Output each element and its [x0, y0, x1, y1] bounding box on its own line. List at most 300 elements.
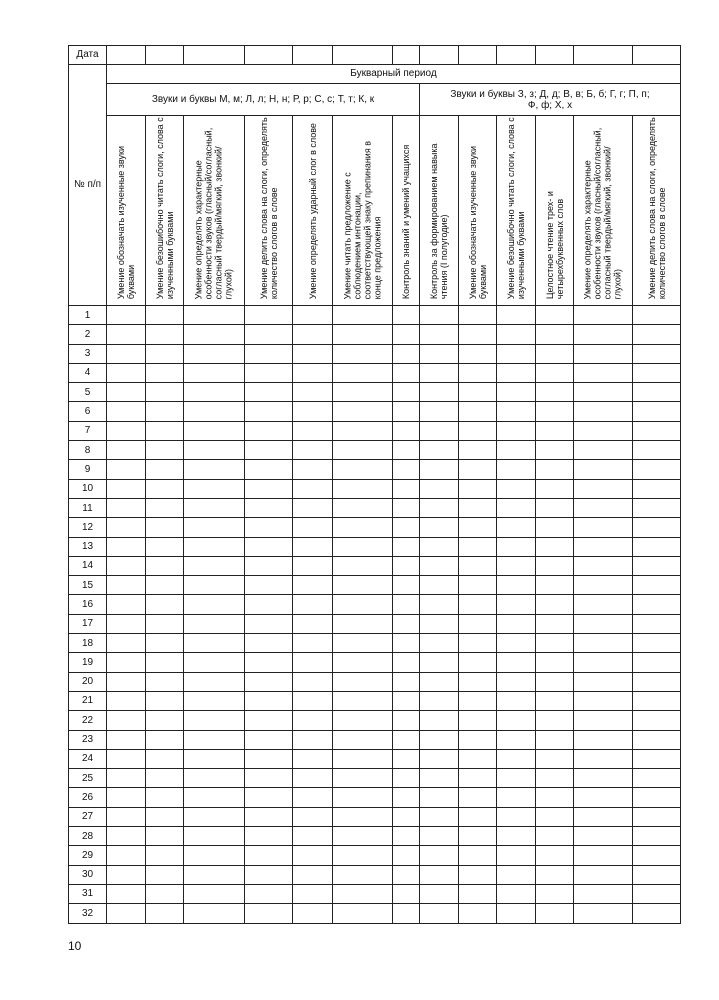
grade-cell[interactable]	[459, 884, 497, 903]
grade-cell[interactable]	[633, 672, 681, 691]
grade-cell[interactable]	[497, 614, 536, 633]
grade-cell[interactable]	[333, 730, 393, 749]
grade-cell[interactable]	[497, 556, 536, 575]
grade-cell[interactable]	[245, 749, 293, 768]
grade-cell[interactable]	[497, 421, 536, 440]
grade-cell[interactable]	[633, 807, 681, 826]
grade-cell[interactable]	[333, 556, 393, 575]
grade-cell[interactable]	[107, 556, 146, 575]
grade-cell[interactable]	[245, 884, 293, 903]
grade-cell[interactable]	[107, 537, 146, 556]
date-cell[interactable]	[393, 46, 420, 65]
grade-cell[interactable]	[146, 306, 184, 325]
grade-cell[interactable]	[107, 479, 146, 498]
grade-cell[interactable]	[633, 421, 681, 440]
grade-cell[interactable]	[393, 537, 420, 556]
grade-cell[interactable]	[107, 904, 146, 923]
grade-cell[interactable]	[393, 904, 420, 923]
grade-cell[interactable]	[184, 769, 245, 788]
grade-cell[interactable]	[497, 402, 536, 421]
grade-cell[interactable]	[420, 614, 459, 633]
grade-cell[interactable]	[420, 691, 459, 710]
grade-cell[interactable]	[184, 344, 245, 363]
grade-cell[interactable]	[333, 595, 393, 614]
grade-cell[interactable]	[497, 672, 536, 691]
grade-cell[interactable]	[146, 537, 184, 556]
grade-cell[interactable]	[146, 827, 184, 846]
grade-cell[interactable]	[146, 807, 184, 826]
grade-cell[interactable]	[633, 846, 681, 865]
grade-cell[interactable]	[146, 556, 184, 575]
grade-cell[interactable]	[107, 672, 146, 691]
grade-cell[interactable]	[245, 498, 293, 517]
grade-cell[interactable]	[146, 518, 184, 537]
grade-cell[interactable]	[536, 576, 574, 595]
grade-cell[interactable]	[459, 827, 497, 846]
grade-cell[interactable]	[420, 788, 459, 807]
grade-cell[interactable]	[393, 769, 420, 788]
grade-cell[interactable]	[293, 363, 333, 382]
grade-cell[interactable]	[420, 441, 459, 460]
grade-cell[interactable]	[497, 634, 536, 653]
grade-cell[interactable]	[184, 479, 245, 498]
grade-cell[interactable]	[146, 711, 184, 730]
grade-cell[interactable]	[146, 672, 184, 691]
grade-cell[interactable]	[536, 325, 574, 344]
grade-cell[interactable]	[107, 383, 146, 402]
grade-cell[interactable]	[633, 769, 681, 788]
grade-cell[interactable]	[420, 807, 459, 826]
grade-cell[interactable]	[574, 498, 633, 517]
grade-cell[interactable]	[420, 576, 459, 595]
grade-cell[interactable]	[497, 884, 536, 903]
grade-cell[interactable]	[245, 537, 293, 556]
grade-cell[interactable]	[293, 383, 333, 402]
grade-cell[interactable]	[393, 691, 420, 710]
grade-cell[interactable]	[146, 634, 184, 653]
grade-cell[interactable]	[574, 634, 633, 653]
grade-cell[interactable]	[333, 904, 393, 923]
grade-cell[interactable]	[536, 595, 574, 614]
grade-cell[interactable]	[633, 383, 681, 402]
grade-cell[interactable]	[497, 576, 536, 595]
grade-cell[interactable]	[146, 595, 184, 614]
grade-cell[interactable]	[245, 904, 293, 923]
grade-cell[interactable]	[574, 537, 633, 556]
grade-cell[interactable]	[459, 421, 497, 440]
grade-cell[interactable]	[459, 634, 497, 653]
grade-cell[interactable]	[497, 904, 536, 923]
date-cell[interactable]	[420, 46, 459, 65]
grade-cell[interactable]	[245, 730, 293, 749]
grade-cell[interactable]	[184, 402, 245, 421]
grade-cell[interactable]	[146, 421, 184, 440]
grade-cell[interactable]	[393, 595, 420, 614]
grade-cell[interactable]	[536, 691, 574, 710]
grade-cell[interactable]	[333, 711, 393, 730]
grade-cell[interactable]	[420, 556, 459, 575]
date-cell[interactable]	[293, 46, 333, 65]
grade-cell[interactable]	[633, 479, 681, 498]
grade-cell[interactable]	[245, 788, 293, 807]
grade-cell[interactable]	[333, 749, 393, 768]
grade-cell[interactable]	[293, 518, 333, 537]
grade-cell[interactable]	[245, 827, 293, 846]
grade-cell[interactable]	[536, 421, 574, 440]
grade-cell[interactable]	[633, 537, 681, 556]
grade-cell[interactable]	[293, 421, 333, 440]
date-cell[interactable]	[574, 46, 633, 65]
grade-cell[interactable]	[245, 460, 293, 479]
grade-cell[interactable]	[420, 518, 459, 537]
grade-cell[interactable]	[536, 441, 574, 460]
grade-cell[interactable]	[497, 653, 536, 672]
grade-cell[interactable]	[184, 518, 245, 537]
grade-cell[interactable]	[333, 807, 393, 826]
grade-cell[interactable]	[293, 441, 333, 460]
grade-cell[interactable]	[107, 634, 146, 653]
grade-cell[interactable]	[107, 363, 146, 382]
grade-cell[interactable]	[293, 479, 333, 498]
grade-cell[interactable]	[420, 884, 459, 903]
grade-cell[interactable]	[333, 691, 393, 710]
grade-cell[interactable]	[536, 865, 574, 884]
date-cell[interactable]	[245, 46, 293, 65]
grade-cell[interactable]	[184, 441, 245, 460]
grade-cell[interactable]	[459, 460, 497, 479]
grade-cell[interactable]	[333, 576, 393, 595]
grade-cell[interactable]	[420, 421, 459, 440]
grade-cell[interactable]	[633, 306, 681, 325]
grade-cell[interactable]	[393, 306, 420, 325]
grade-cell[interactable]	[393, 672, 420, 691]
grade-cell[interactable]	[633, 691, 681, 710]
grade-cell[interactable]	[497, 827, 536, 846]
grade-cell[interactable]	[333, 306, 393, 325]
grade-cell[interactable]	[536, 614, 574, 633]
grade-cell[interactable]	[184, 614, 245, 633]
grade-cell[interactable]	[574, 576, 633, 595]
grade-cell[interactable]	[633, 865, 681, 884]
grade-cell[interactable]	[633, 325, 681, 344]
grade-cell[interactable]	[333, 884, 393, 903]
grade-cell[interactable]	[146, 865, 184, 884]
grade-cell[interactable]	[107, 576, 146, 595]
grade-cell[interactable]	[146, 653, 184, 672]
grade-cell[interactable]	[459, 498, 497, 517]
grade-cell[interactable]	[420, 827, 459, 846]
grade-cell[interactable]	[333, 460, 393, 479]
grade-cell[interactable]	[333, 614, 393, 633]
grade-cell[interactable]	[393, 383, 420, 402]
grade-cell[interactable]	[393, 653, 420, 672]
grade-cell[interactable]	[420, 325, 459, 344]
grade-cell[interactable]	[293, 537, 333, 556]
grade-cell[interactable]	[459, 556, 497, 575]
grade-cell[interactable]	[146, 749, 184, 768]
grade-cell[interactable]	[497, 441, 536, 460]
grade-cell[interactable]	[393, 441, 420, 460]
grade-cell[interactable]	[146, 479, 184, 498]
grade-cell[interactable]	[393, 788, 420, 807]
grade-cell[interactable]	[333, 634, 393, 653]
grade-cell[interactable]	[184, 672, 245, 691]
grade-cell[interactable]	[574, 325, 633, 344]
grade-cell[interactable]	[574, 827, 633, 846]
grade-cell[interactable]	[245, 363, 293, 382]
grade-cell[interactable]	[459, 788, 497, 807]
grade-cell[interactable]	[184, 749, 245, 768]
grade-cell[interactable]	[333, 827, 393, 846]
grade-cell[interactable]	[497, 363, 536, 382]
grade-cell[interactable]	[146, 441, 184, 460]
grade-cell[interactable]	[393, 421, 420, 440]
grade-cell[interactable]	[420, 904, 459, 923]
grade-cell[interactable]	[184, 498, 245, 517]
grade-cell[interactable]	[293, 769, 333, 788]
grade-cell[interactable]	[536, 788, 574, 807]
grade-cell[interactable]	[184, 846, 245, 865]
grade-cell[interactable]	[420, 769, 459, 788]
grade-cell[interactable]	[497, 383, 536, 402]
grade-cell[interactable]	[146, 498, 184, 517]
grade-cell[interactable]	[333, 479, 393, 498]
grade-cell[interactable]	[293, 556, 333, 575]
grade-cell[interactable]	[293, 691, 333, 710]
grade-cell[interactable]	[184, 595, 245, 614]
grade-cell[interactable]	[459, 518, 497, 537]
grade-cell[interactable]	[184, 383, 245, 402]
grade-cell[interactable]	[107, 344, 146, 363]
grade-cell[interactable]	[184, 556, 245, 575]
grade-cell[interactable]	[393, 576, 420, 595]
grade-cell[interactable]	[107, 807, 146, 826]
grade-cell[interactable]	[459, 576, 497, 595]
grade-cell[interactable]	[574, 518, 633, 537]
grade-cell[interactable]	[293, 807, 333, 826]
date-cell[interactable]	[333, 46, 393, 65]
grade-cell[interactable]	[536, 306, 574, 325]
grade-cell[interactable]	[459, 537, 497, 556]
grade-cell[interactable]	[146, 904, 184, 923]
grade-cell[interactable]	[146, 363, 184, 382]
grade-cell[interactable]	[333, 537, 393, 556]
grade-cell[interactable]	[146, 576, 184, 595]
grade-cell[interactable]	[146, 402, 184, 421]
grade-cell[interactable]	[333, 672, 393, 691]
grade-cell[interactable]	[146, 614, 184, 633]
grade-cell[interactable]	[245, 325, 293, 344]
grade-cell[interactable]	[536, 402, 574, 421]
grade-cell[interactable]	[633, 363, 681, 382]
grade-cell[interactable]	[184, 788, 245, 807]
grade-cell[interactable]	[245, 383, 293, 402]
grade-cell[interactable]	[420, 672, 459, 691]
grade-cell[interactable]	[393, 846, 420, 865]
grade-cell[interactable]	[574, 344, 633, 363]
grade-cell[interactable]	[146, 691, 184, 710]
grade-cell[interactable]	[574, 807, 633, 826]
grade-cell[interactable]	[497, 479, 536, 498]
grade-cell[interactable]	[107, 421, 146, 440]
grade-cell[interactable]	[293, 884, 333, 903]
grade-cell[interactable]	[293, 306, 333, 325]
grade-cell[interactable]	[574, 846, 633, 865]
grade-cell[interactable]	[333, 769, 393, 788]
grade-cell[interactable]	[633, 749, 681, 768]
grade-cell[interactable]	[333, 325, 393, 344]
grade-cell[interactable]	[245, 518, 293, 537]
grade-cell[interactable]	[536, 537, 574, 556]
grade-cell[interactable]	[184, 730, 245, 749]
grade-cell[interactable]	[393, 711, 420, 730]
grade-cell[interactable]	[107, 788, 146, 807]
grade-cell[interactable]	[574, 306, 633, 325]
grade-cell[interactable]	[633, 614, 681, 633]
grade-cell[interactable]	[245, 865, 293, 884]
date-cell[interactable]	[633, 46, 681, 65]
grade-cell[interactable]	[420, 479, 459, 498]
grade-cell[interactable]	[293, 460, 333, 479]
grade-cell[interactable]	[184, 653, 245, 672]
grade-cell[interactable]	[633, 634, 681, 653]
grade-cell[interactable]	[245, 479, 293, 498]
grade-cell[interactable]	[633, 556, 681, 575]
grade-cell[interactable]	[184, 576, 245, 595]
grade-cell[interactable]	[497, 865, 536, 884]
grade-cell[interactable]	[497, 518, 536, 537]
grade-cell[interactable]	[107, 711, 146, 730]
grade-cell[interactable]	[420, 363, 459, 382]
grade-cell[interactable]	[393, 614, 420, 633]
grade-cell[interactable]	[293, 749, 333, 768]
grade-cell[interactable]	[459, 904, 497, 923]
grade-cell[interactable]	[107, 441, 146, 460]
grade-cell[interactable]	[333, 441, 393, 460]
grade-cell[interactable]	[420, 595, 459, 614]
grade-cell[interactable]	[107, 518, 146, 537]
grade-cell[interactable]	[536, 363, 574, 382]
grade-cell[interactable]	[107, 306, 146, 325]
grade-cell[interactable]	[393, 363, 420, 382]
grade-cell[interactable]	[245, 672, 293, 691]
grade-cell[interactable]	[420, 460, 459, 479]
grade-cell[interactable]	[333, 421, 393, 440]
grade-cell[interactable]	[146, 884, 184, 903]
grade-cell[interactable]	[245, 556, 293, 575]
grade-cell[interactable]	[184, 421, 245, 440]
grade-cell[interactable]	[536, 749, 574, 768]
grade-cell[interactable]	[333, 865, 393, 884]
grade-cell[interactable]	[293, 904, 333, 923]
grade-cell[interactable]	[393, 884, 420, 903]
grade-cell[interactable]	[393, 749, 420, 768]
grade-cell[interactable]	[245, 306, 293, 325]
grade-cell[interactable]	[574, 383, 633, 402]
grade-cell[interactable]	[536, 730, 574, 749]
grade-cell[interactable]	[497, 807, 536, 826]
grade-cell[interactable]	[497, 325, 536, 344]
grade-cell[interactable]	[459, 807, 497, 826]
grade-cell[interactable]	[497, 460, 536, 479]
grade-cell[interactable]	[574, 441, 633, 460]
grade-cell[interactable]	[633, 518, 681, 537]
grade-cell[interactable]	[633, 595, 681, 614]
grade-cell[interactable]	[107, 846, 146, 865]
grade-cell[interactable]	[184, 691, 245, 710]
grade-cell[interactable]	[245, 846, 293, 865]
grade-cell[interactable]	[420, 846, 459, 865]
grade-cell[interactable]	[293, 730, 333, 749]
date-cell[interactable]	[107, 46, 146, 65]
grade-cell[interactable]	[459, 344, 497, 363]
grade-cell[interactable]	[497, 749, 536, 768]
grade-cell[interactable]	[536, 634, 574, 653]
grade-cell[interactable]	[393, 344, 420, 363]
grade-cell[interactable]	[293, 325, 333, 344]
grade-cell[interactable]	[497, 537, 536, 556]
grade-cell[interactable]	[293, 711, 333, 730]
grade-cell[interactable]	[245, 614, 293, 633]
grade-cell[interactable]	[420, 749, 459, 768]
grade-cell[interactable]	[536, 498, 574, 517]
grade-cell[interactable]	[293, 576, 333, 595]
grade-cell[interactable]	[184, 807, 245, 826]
grade-cell[interactable]	[293, 827, 333, 846]
grade-cell[interactable]	[107, 749, 146, 768]
date-cell[interactable]	[459, 46, 497, 65]
grade-cell[interactable]	[536, 653, 574, 672]
grade-cell[interactable]	[420, 730, 459, 749]
grade-cell[interactable]	[393, 460, 420, 479]
grade-cell[interactable]	[574, 460, 633, 479]
grade-cell[interactable]	[107, 769, 146, 788]
grade-cell[interactable]	[107, 595, 146, 614]
grade-cell[interactable]	[393, 730, 420, 749]
grade-cell[interactable]	[536, 827, 574, 846]
grade-cell[interactable]	[536, 807, 574, 826]
grade-cell[interactable]	[536, 846, 574, 865]
grade-cell[interactable]	[293, 788, 333, 807]
grade-cell[interactable]	[245, 441, 293, 460]
grade-cell[interactable]	[184, 363, 245, 382]
grade-cell[interactable]	[184, 537, 245, 556]
grade-cell[interactable]	[459, 479, 497, 498]
grade-cell[interactable]	[107, 325, 146, 344]
grade-cell[interactable]	[420, 634, 459, 653]
grade-cell[interactable]	[633, 827, 681, 846]
grade-cell[interactable]	[146, 769, 184, 788]
grade-cell[interactable]	[633, 904, 681, 923]
grade-cell[interactable]	[633, 498, 681, 517]
grade-cell[interactable]	[459, 691, 497, 710]
grade-cell[interactable]	[459, 402, 497, 421]
grade-cell[interactable]	[536, 711, 574, 730]
grade-cell[interactable]	[574, 769, 633, 788]
grade-cell[interactable]	[393, 518, 420, 537]
grade-cell[interactable]	[146, 325, 184, 344]
grade-cell[interactable]	[459, 614, 497, 633]
grade-cell[interactable]	[245, 421, 293, 440]
grade-cell[interactable]	[333, 846, 393, 865]
grade-cell[interactable]	[146, 383, 184, 402]
grade-cell[interactable]	[459, 653, 497, 672]
grade-cell[interactable]	[245, 402, 293, 421]
grade-cell[interactable]	[574, 711, 633, 730]
grade-cell[interactable]	[536, 460, 574, 479]
grade-cell[interactable]	[393, 865, 420, 884]
grade-cell[interactable]	[574, 904, 633, 923]
